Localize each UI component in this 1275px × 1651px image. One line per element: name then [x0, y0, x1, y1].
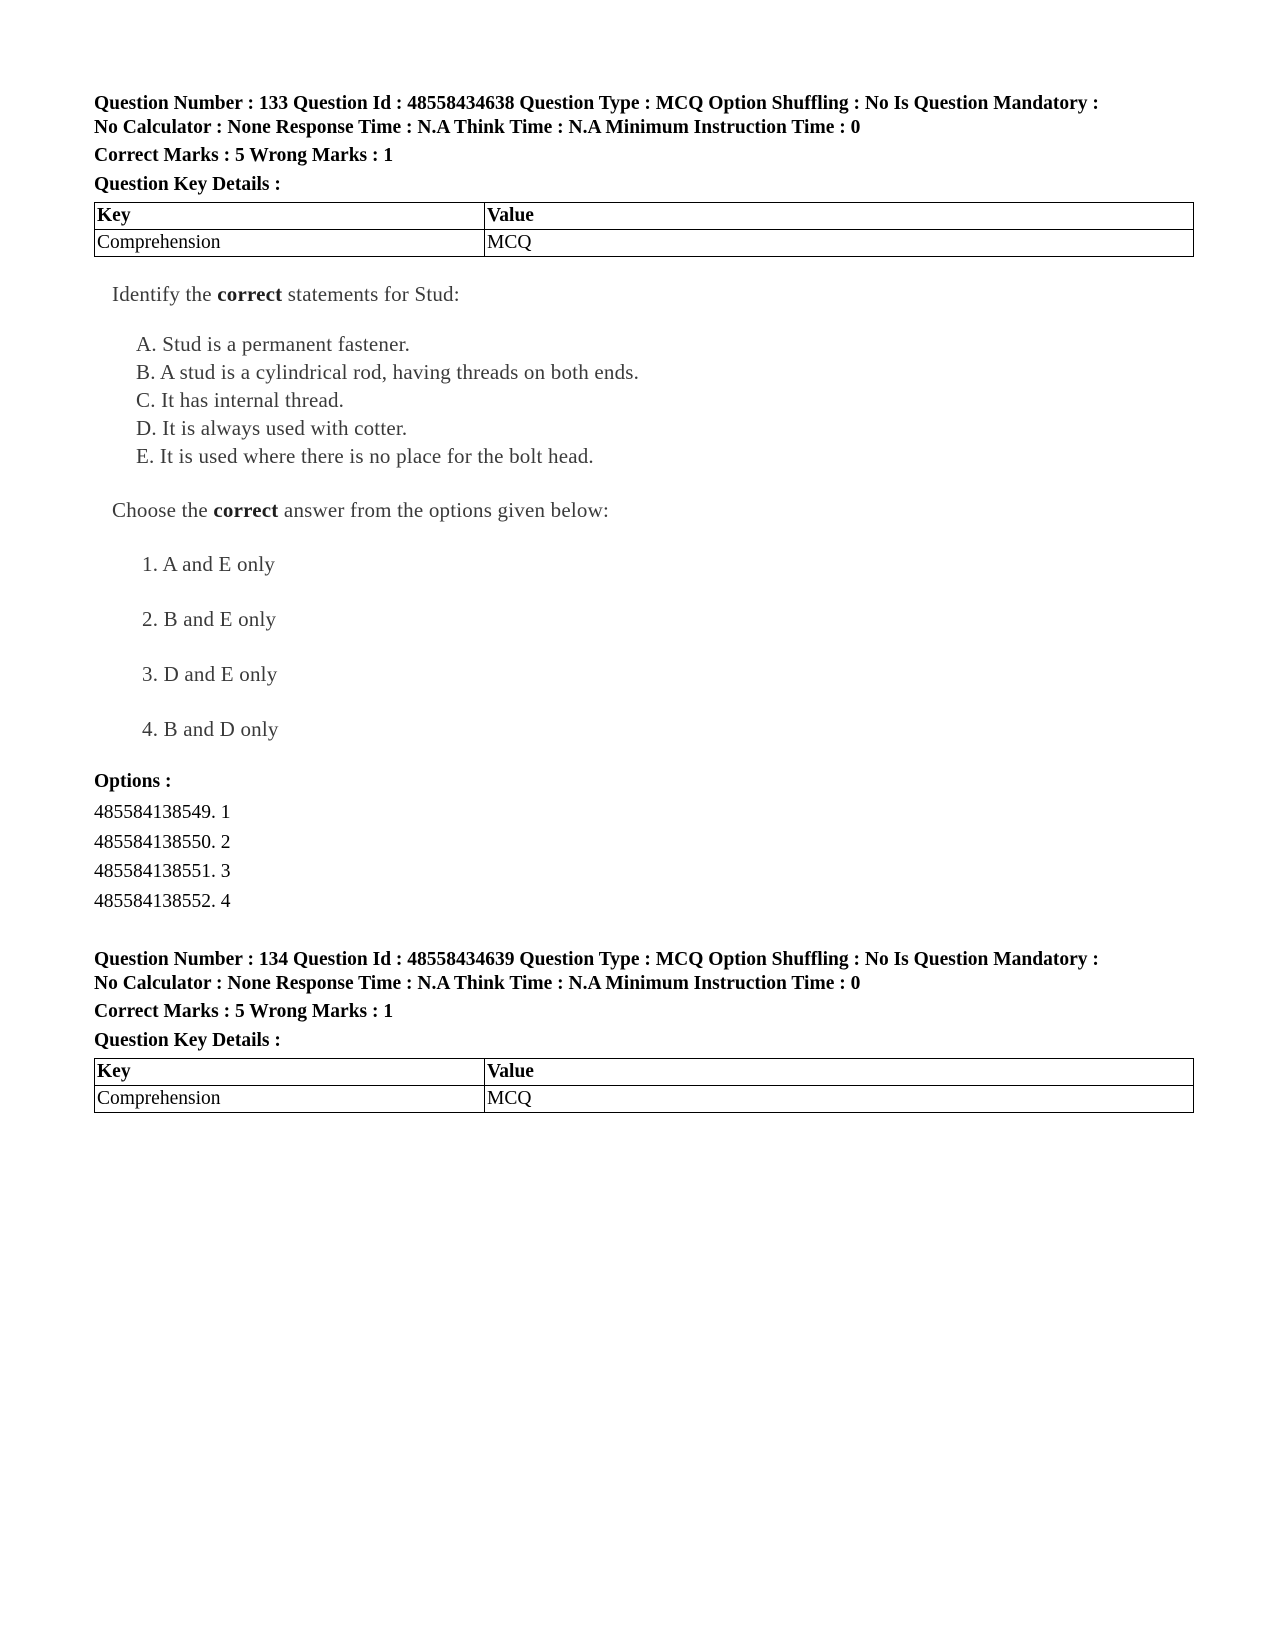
question-133-header — [94, 92, 1194, 257]
statement-item: C. It has internal thread. — [136, 388, 345, 412]
choose-text-after: answer from the options given below: — [278, 498, 609, 522]
table-cell-key: Comprehension — [95, 230, 485, 257]
answer-choice: 3. D and E only — [142, 662, 278, 686]
key-details-title: Question Key Details : — [94, 174, 281, 195]
table-row — [95, 230, 1194, 257]
option-item: 485584138550. 2 — [94, 831, 231, 853]
statement-item: D. It is always used with cotter. — [136, 416, 408, 440]
table-header-row — [95, 1059, 1194, 1086]
question-intro — [112, 282, 460, 307]
question-body-image — [94, 270, 734, 750]
statement-item: B. A stud is a cylindrical rod, having threads on both ends. — [136, 360, 640, 384]
marks-line: Correct Marks : 5 Wrong Marks : 1 — [94, 145, 394, 166]
intro-text-before: Identify the — [112, 282, 218, 306]
question-meta-line-2: No Calculator : None Response Time : N.A Think Time : N.A Minimum Instruction Time : 0 — [94, 973, 861, 994]
statement-list — [136, 330, 639, 470]
table-row — [95, 1086, 1194, 1113]
marks-line: Correct Marks : 5 Wrong Marks : 1 — [94, 1001, 394, 1022]
table-header-key: Key — [95, 1059, 485, 1086]
intro-text-after: statements for Stud: — [282, 282, 460, 306]
table-cell-key: Comprehension — [95, 1086, 485, 1113]
statement-item: A. Stud is a permanent fastener. — [136, 332, 411, 356]
key-details-table — [94, 1058, 1194, 1113]
choose-instruction — [112, 498, 609, 523]
question-meta-line-2: No Calculator : None Response Time : N.A Think Time : N.A Minimum Instruction Time : 0 — [94, 117, 861, 138]
answer-choice: 4. B and D only — [142, 717, 279, 741]
question-meta-line-1: Question Number : 134 Question Id : 48558434639 Question Type : MCQ Option Shuffling : No Is Question Mandatory : — [94, 949, 1099, 970]
table-header-value: Value — [485, 203, 1194, 230]
option-item: 485584138552. 4 — [94, 890, 231, 912]
option-item: 485584138551. 3 — [94, 861, 231, 882]
key-details-title: Question Key Details : — [94, 1030, 281, 1051]
table-header-value: Value — [485, 1059, 1194, 1086]
choose-text-before: Choose the — [112, 498, 214, 522]
choose-text-bold: correct — [213, 498, 279, 522]
options-section — [94, 770, 231, 916]
intro-text-bold: correct — [217, 282, 283, 306]
options-list — [94, 798, 231, 916]
table-header-key: Key — [95, 203, 485, 230]
options-title: Options : — [94, 771, 172, 792]
question-134-header — [94, 948, 1194, 1113]
option-item: 485584138549. 1 — [94, 802, 231, 823]
table-cell-value: MCQ — [485, 230, 1194, 257]
question-meta-line-1: Question Number : 133 Question Id : 48558434638 Question Type : MCQ Option Shuffling : No Is Question Mandatory : — [94, 93, 1099, 114]
table-header-row — [95, 203, 1194, 230]
table-cell-value: MCQ — [485, 1086, 1194, 1113]
key-details-table — [94, 202, 1194, 257]
answer-choice: 2. B and E only — [142, 607, 277, 631]
statement-item: E. It is used where there is no place for the bolt head. — [136, 444, 594, 468]
answer-choice: 1. A and E only — [142, 552, 276, 576]
